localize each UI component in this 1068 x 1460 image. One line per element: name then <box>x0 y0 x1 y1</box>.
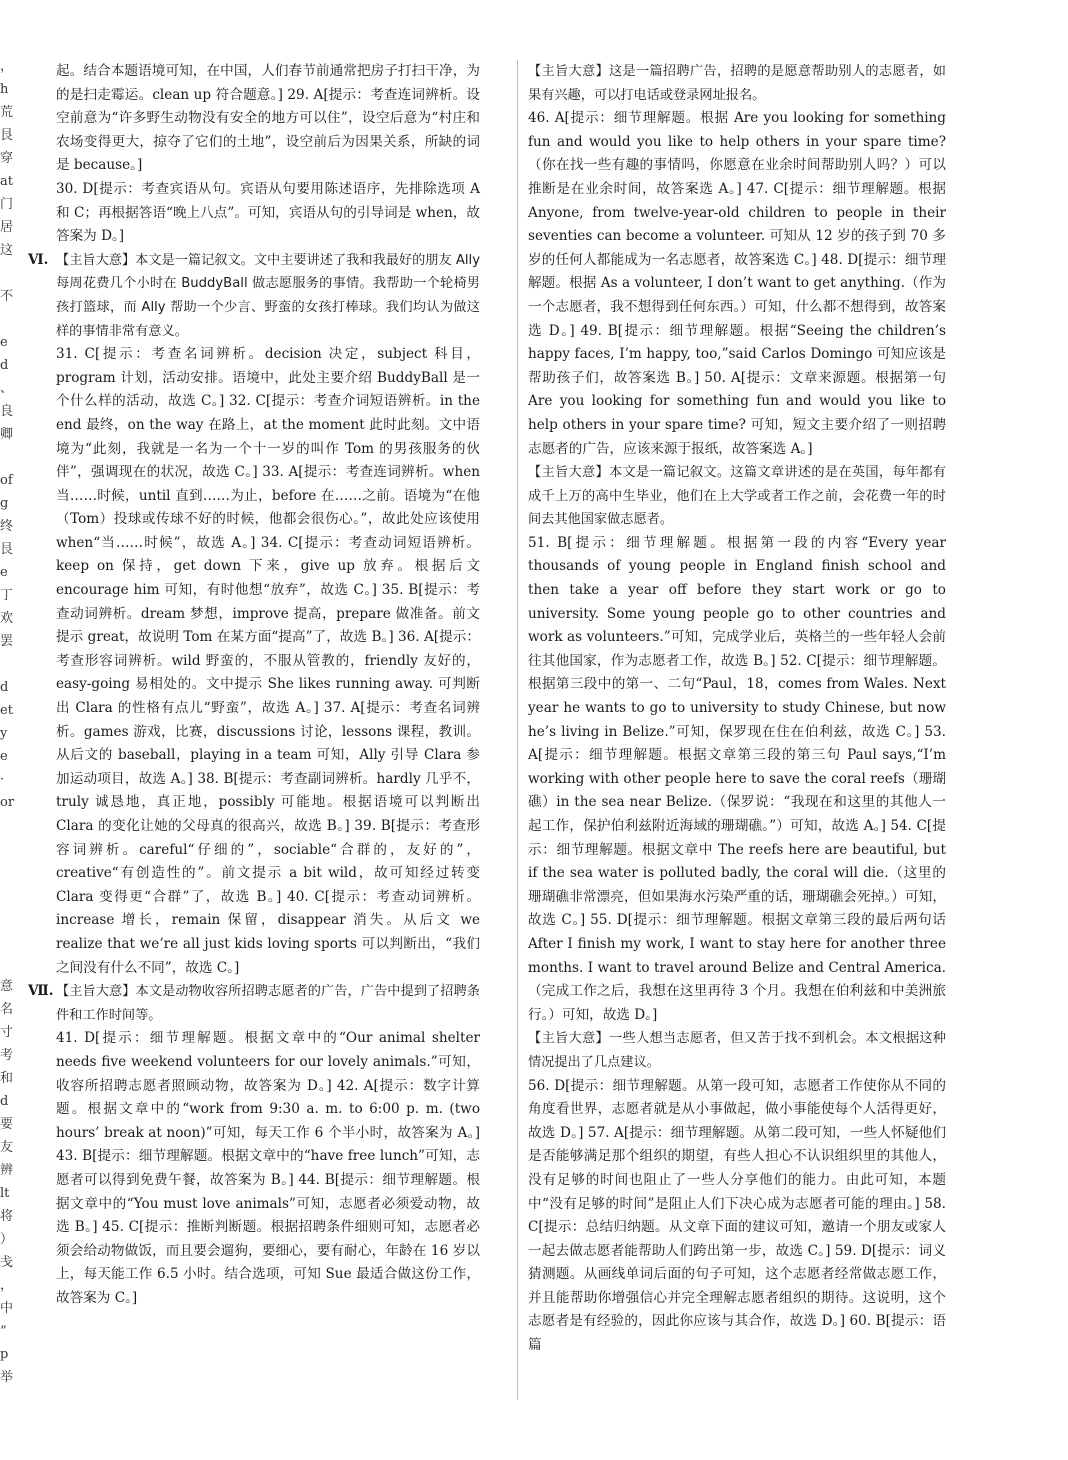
section-7 <box>28 980 480 1310</box>
section-7-summary: 【主旨大意】本文是动物收容所招聘志愿者的广告，广告中提到了招聘条件和工作时间等。 <box>56 984 480 1023</box>
margin-fragment <box>0 814 22 837</box>
answer-paragraph-30: 30. D[提示：考查宾语从句。宾语从句要用陈述语序，先排除选项 A 和 C；再根据答语“晚上八点”。可知，宾语从句的引导词是 when，故答案为 D。] <box>56 180 480 245</box>
passage-summary-2: 【主旨大意】本文是一篇记叙文。这篇文章讲述的是在英国，每年都有成千上万的高中生毕业，他们在上大学或者工作之前，会花费一年的时间去其他国家做志愿者。 <box>528 465 946 528</box>
column-divider <box>517 60 518 1400</box>
left-column <box>28 60 480 1310</box>
passage-summary-1: 【主旨大意】这是一篇招聘广告，招聘的是愿意帮助别人的志愿者，如果有兴趣，可以打电话或登录网址报名。 <box>528 64 946 103</box>
margin-fragment: at <box>0 174 13 189</box>
margin-fragment: lt <box>0 1186 10 1201</box>
margin-fragment <box>0 308 22 331</box>
margin-fragment <box>0 860 22 883</box>
margin-fragment: 罢 <box>0 634 14 649</box>
margin-fragment: h <box>0 82 9 97</box>
margin-fragment: g <box>0 496 9 511</box>
margin-fragment: 将 <box>0 1209 14 1224</box>
margin-fragment: et <box>0 703 13 718</box>
margin-fragment: 戋 <box>0 1255 14 1270</box>
margin-fragment <box>0 906 22 929</box>
margin-fragment <box>0 883 22 906</box>
margin-fragment <box>0 952 22 975</box>
section-6 <box>28 249 480 980</box>
margin-fragment: ” <box>0 1324 7 1339</box>
margin-fragment: ） <box>0 1232 14 1247</box>
section-6-answers: 31. C[提示：考查名词辨析。decision 决定，subject 科目，program 计划，活动安排。语境中，此处主要介绍 BuddyBall 是一个什么样的活动，故选 C。] 32. C[提示：考查介词短语辨析。in the end 最终，on the way 在路上，at the moment 此时此刻。文中语境为“此刻，我就是一名为一个十一岁的叫作 Tom 的男孩服务的伙伴”，强调现在的状况，故选 C。] 33. A[提示：考查连词辨析。when 当……时候，until 直到……为止，before 在……之前。语境为“在他（Tom）投球或传球不好的时候，他都会很伤心。”，故此处应该使用 when“当……时候”，故选 A。] 34. C[提示：考查动词短语辨析。keep on 保持，get down 下来，give up 放弃。根据后文 encourage him 可知，有时他想“放弃”，故选 C。] 35. B[提示：考查动词辨析。dream 梦想，improve 提高，prepare 做准备。前文提示 great，故说明 Tom 在某方面“提高”了，故选 B。] 36. A[提示：考查形容词辨析。wild 野蛮的，不服从管教的，friendly 友好的，easy-going 易相处的。文中提示 She likes running away. 可判断出 Clara 的性格有点儿“野蛮”，故选 A。] 37. A[提示：考查名词辨析。games 游戏，比赛，discussions 讨论，lessons 课程，教训。从后文的 baseball，playing in a team 可知，Ally 引导 Clara 参加运动项目，故选 A。] 38. B[提示：考查副词辨析。hardly 几乎不，truly 诚恳地，真正地，possibly 可能地。根据语境可以判断出 Clara 的变化让她的父母真的很高兴，故选 B。] 39. B[提示：考查形容词辨析。careful“仔细的”，sociable“合群的，友好的”，creative“有创造性的”。前文提示 a bit wild，故可知经过转变 Clara 变得更“合群”了，故选 B。] 40. C[提示：考查动词辨析。increase 增长，remain 保留，disappear 消失。从后文 we realize that we’re all just kids loving sports 可以判断出，“我们之间没有什么不同”，故选 C。] <box>56 346 480 976</box>
margin-fragment <box>0 929 22 952</box>
margin-fragment: 不 <box>0 289 14 304</box>
margin-fragment: 和 <box>0 1071 14 1086</box>
left-margin-fragments <box>0 55 22 1435</box>
margin-fragment: 中 <box>0 1301 14 1316</box>
margin-fragment: 要 <box>0 1117 14 1132</box>
margin-fragment: ， <box>0 59 14 74</box>
answers-56-60: 56. D[提示：细节理解题。从第一段可知，志愿者工作使你从不同的角度看世界，志愿者就是从小事做起，做小事能使每个人活得更好，故选 D。] 57. A[提示：细节理解题。从第二段可知，一些人怀疑他们是否能够满足那个组织的期望，有些人担心不认识组织里的其他人，没有足够的时间也阻止了一些人分享他们的能力。由此可知，本题中“没有足够的时间”是阻止人们下决心成为志愿者可能的理由。] 58. C[提示：总结归纳题。从文章下面的建议可知，邀请一个朋友或家人一起去做志愿者能帮助人们跨出第一步，故选 C。] 59. D[提示：词义猜测题。从画线单词后面的句子可知，这个志愿者经常做志愿工作，并且能帮助你增强信心并完全理解志愿者组织的期待。这说明，这个志愿者是有经验的，因此你应该与其合作，故选 D。] 60. B[提示：语篇 <box>528 1077 946 1354</box>
margin-fragment: 意 <box>0 979 14 994</box>
section-7-answers: 41. D[提示：细节理解题。根据文章中的“Our animal shelter needs five weekend volunteers for our lovely animals.”可知，收容所招聘志愿者照顾动物，故答案为 D。] 42. A[提示：数字计算题。根据文章中的“work from 9:30 a. m. to 6:00 p. m. (two hours’ break at noon)”可知，每天工作 6 个半小时，故答案为 A。] 43. B[提示：细节理解题。根据文章中的“have free lunch”可知，志愿者可以得到免费午餐，故答案为 B。] 44. B[提示：细节理解题。根据文章中的“You must love animals”可知，志愿者必须爱动物，故选 B。] 45. C[提示：推断判断题。根据招聘条件细则可知，志愿者必须会给动物做饭，而且要会遛狗，要细心，要有耐心，年龄在 16 岁以上，每天能工作 6.5 小时。结合选项，可知 Sue 最适合做这份工作，故答案为 C。] <box>56 1030 480 1306</box>
section-6-summary: 【主旨大意】本文是一篇记叙文。文中主要讲述了我和我最好的朋友 Ally 每周花费几个小时在 BuddyBall 做志愿服务的事情。我帮助一个轮椅男孩打篮球，而 Ally 帮助一个少言、野蛮的女孩打棒球。我们均认为做这样的事情非常有意义。 <box>56 252 480 339</box>
margin-fragment: 穿 <box>0 151 14 166</box>
margin-fragment: 卿 <box>0 427 14 442</box>
margin-fragment: 艮 <box>0 542 14 557</box>
margin-fragment: 这 <box>0 243 14 258</box>
margin-fragment: 、 <box>0 381 14 396</box>
section-6-number: Ⅵ. <box>28 251 49 268</box>
answer-paragraph-28-29: 起。结合本题语境可知，在中国，人们春节前通常把房子打扫干净，为的是扫走霉运。clean up 符合题意。] 29. A[提示：考查连词辨析。设空前意为“许多野生动物没有安全的地方可以住”，设空后意为“村庄和农场变得更大，掠夺了它们的土地”，设空前后为因果关系，所缺的词是 because。] <box>56 63 480 174</box>
answers-51-55: 51. B[提示：细节理解题。根据第一段的内容“Every year thousands of young people in England finish school and then take a year off before they start work or go to university. Some young people go to other countries and work as volunteers.”可知，完成学业后，英格兰的一些年轻人会前往其他国家，作为志愿者工作，故选 B。] 52. C[提示：细节理解题。根据第三段中的第一、二句“Paul，18，comes from Wales. Next year he wants to go to university to study Chinese, but now he’s living in Belize.”可知，保罗现在住在伯利兹，故选 C。] 53. A[提示：细节理解题。根据文章第三段的第三句 Paul says,“I’m working with other people here to save the coral reefs（珊瑚礁）in the sea near Belize.（保罗说：“我现在和这里的其他人一起工作，保护伯利兹附近海域的珊瑚礁。”）可知，故选 A。] 54. C[提示：细节理解题。根据文章中 The reefs here are beautiful, but if the sea water is polluted badly, the coral will die.（这里的珊瑚礁非常漂亮，但如果海水污染严重的话，珊瑚礁会死掉。）可知，故选 C。] 55. D[提示：细节理解题。根据文章第三段的最后两句话 After I finish my work, I want to stay here for another three months. I want to travel around Belize and Central America.（完成工作之后，我想在这里再待 3 个月。我想在伯利兹和中美洲旅行。）可知，故选 D。] <box>528 534 946 1023</box>
margin-fragment: 名 <box>0 1002 14 1017</box>
section-7-number: Ⅶ. <box>28 983 54 1000</box>
margin-fragment <box>0 837 22 860</box>
margin-fragment: d <box>0 680 9 695</box>
margin-fragment: of <box>0 473 13 488</box>
margin-fragment: 良 <box>0 404 14 419</box>
margin-fragment: 欢 <box>0 611 14 626</box>
margin-fragment: 辨 <box>0 1163 14 1178</box>
margin-fragment: or <box>0 795 15 810</box>
margin-fragment: e <box>0 335 8 350</box>
margin-fragment: 荒 <box>0 105 14 120</box>
margin-fragment: 终 <box>0 519 14 534</box>
margin-fragment: 考 <box>0 1048 14 1063</box>
margin-fragment: 艮 <box>0 128 14 143</box>
margin-fragment: p <box>0 1347 9 1362</box>
margin-fragment <box>0 653 22 676</box>
margin-fragment: 寸 <box>0 1025 14 1040</box>
margin-fragment: 友 <box>0 1140 14 1155</box>
right-column <box>528 60 946 1358</box>
margin-fragment <box>0 262 22 285</box>
margin-fragment: e <box>0 749 8 764</box>
margin-fragment: 举 <box>0 1370 14 1385</box>
margin-fragment: y <box>0 726 8 741</box>
margin-fragment: · <box>0 772 5 787</box>
margin-fragment: 门 <box>0 197 14 212</box>
margin-fragment: d <box>0 1094 9 1109</box>
passage-summary-3: 【主旨大意】一些人想当志愿者，但又苦于找不到机会。本文根据这种情况提出了几点建议。 <box>528 1031 946 1070</box>
answers-46-50: 46. A[提示：细节理解题。根据 Are you looking for something fun and would you like to help others in your spare time?（你在找一些有趣的事情吗，你愿意在业余时间帮助别人吗？）可以推断是在业余时间，故答案选 A。] 47. C[提示：细节理解题。根据 Anyone, from twelve-year-old children to people in their seventies can become a volunteer. 可知从 12 岁的孩子到 70 多岁的任何人都能成为一名志愿者，故答案选 C。] 48. D[提示：细节理解题。根据 As a volunteer, I don’t want to get anything.（作为一个志愿者，我不想得到任何东西。）可知，什么都不想得到，故答案选 D。] 49. B[提示：细节理解题。根据“Seeing the children’s happy faces, I’m happy, too,”said Carlos Domingo 可知应该是帮助孩子们，故答案选 B。] 50. A[提示：文章来源题。根据第一句 Are you looking for something fun and would you like to help others in your spare time? 可知，短文主要介绍了一则招聘志愿者的广告，应该来源于报纸，故答案选 A。] <box>528 110 946 457</box>
margin-fragment: d <box>0 358 9 373</box>
margin-fragment: 居 <box>0 220 14 235</box>
margin-fragment: 丁 <box>0 588 14 603</box>
margin-fragment: e <box>0 565 8 580</box>
margin-fragment <box>0 446 22 469</box>
margin-fragment: ， <box>0 1278 14 1293</box>
